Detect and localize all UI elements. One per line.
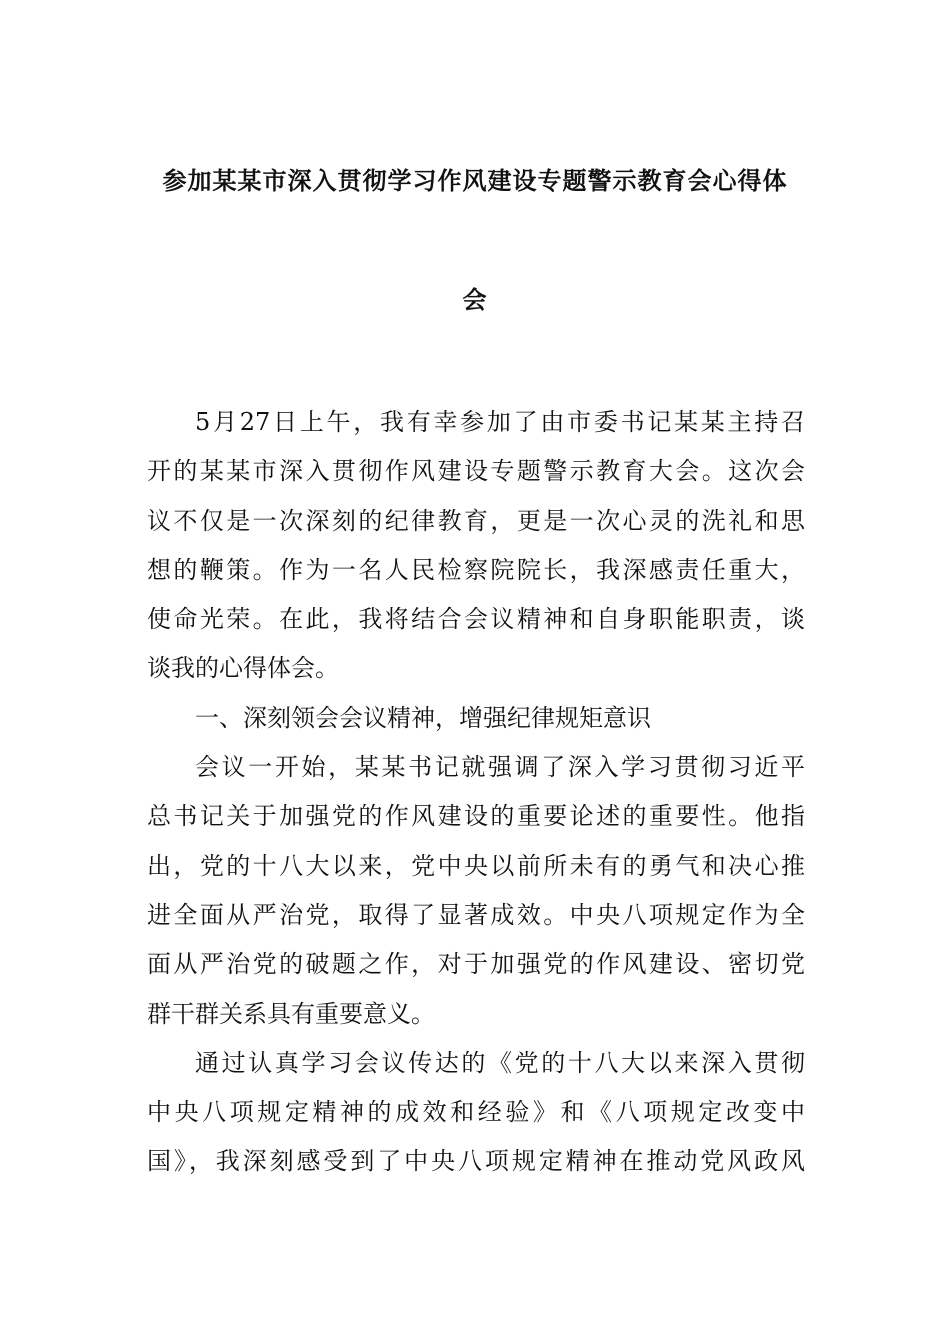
text-line: 总书记关于加强党的作风建设的重要论述的重要性。他指 bbox=[147, 802, 805, 831]
text-line: 中央八项规定精神的成效和经验》和《八项规定改变中 bbox=[147, 1098, 805, 1127]
document-title-line-2: 会 bbox=[462, 285, 488, 314]
document-body bbox=[147, 398, 805, 1187]
text-line: 5月27日上午，我有幸参加了由市委书记某某主持召 bbox=[195, 408, 805, 436]
text-line: 会议一开始，某某书记就强调了深入学习贯彻习近平 bbox=[195, 753, 805, 782]
text-line: 出，党的十八大以来，党中央以前所未有的勇气和决心推 bbox=[147, 851, 805, 880]
text-line: 想的鞭策。作为一名人民检察院院长，我深感责任重大， bbox=[147, 555, 805, 584]
paragraph-intro bbox=[147, 398, 805, 694]
paragraph-study bbox=[147, 1039, 805, 1187]
text-line: 议不仅是一次深刻的纪律教育，更是一次心灵的洗礼和思 bbox=[147, 506, 805, 535]
text-line: 进全面从严治党，取得了显著成效。中央八项规定作为全 bbox=[147, 900, 805, 929]
text-line: 面从严治党的破题之作，对于加强党的作风建设、密切党 bbox=[147, 950, 805, 979]
text-line: 通过认真学习会议传达的《党的十八大以来深入贯彻 bbox=[195, 1048, 805, 1077]
text-line: 谈我的心得体会。 bbox=[147, 654, 339, 683]
text-line: 开的某某市深入贯彻作风建设专题警示教育大会。这次会 bbox=[147, 457, 805, 486]
document-title-line-1: 参加某某市深入贯彻学习作风建设专题警示教育会心得体 bbox=[162, 166, 788, 195]
paragraph-meeting bbox=[147, 743, 805, 1039]
text-line: 群干群关系具有重要意义。 bbox=[147, 999, 435, 1028]
text-line: 使命光荣。在此，我将结合会议精神和自身职能职责，谈 bbox=[147, 605, 805, 634]
text-line: 一、深刻领会会议精神，增强纪律规矩意识 bbox=[195, 703, 651, 732]
section-heading bbox=[147, 694, 805, 743]
text-line: 国》，我深刻感受到了中央八项规定精神在推动党风政风 bbox=[147, 1147, 805, 1176]
